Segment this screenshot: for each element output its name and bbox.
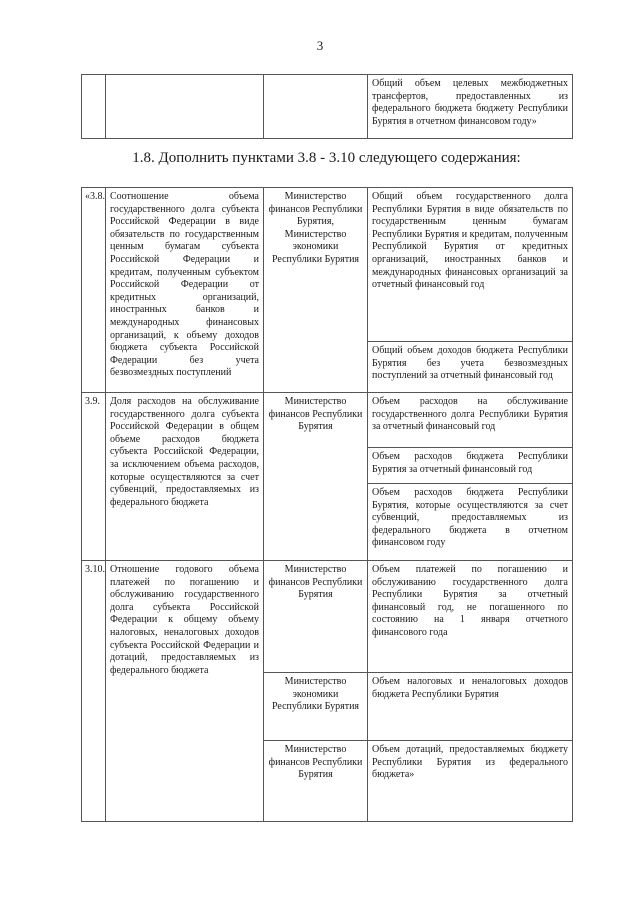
source-data-item: Объем расходов бюджета Республики Бурятия, которые осуществляются за счет субвенций, предоставляемых из федерального бюджета в отчетном финансовом году <box>368 484 573 561</box>
responsible-ministry: Министерство экономики Республики Бурятия <box>264 673 368 741</box>
table-row <box>82 393 573 448</box>
responsible-ministry: Министерство финансов Республики Бурятия, Министерство экономики Республики Бурятия <box>264 188 368 393</box>
cell-indicator <box>106 75 264 139</box>
source-data-item: Объем расходов на обслуживание государственного долга Республики Бурятия за отчетный финансовый год <box>368 393 573 448</box>
responsible-ministry: Министерство финансов Республики Бурятия <box>264 561 368 673</box>
continued-table <box>81 74 573 139</box>
table-row <box>82 75 573 139</box>
table-row <box>82 188 573 342</box>
section-heading: 1.8. Дополнить пунктами 3.8 - 3.10 следующего содержания: <box>132 150 521 166</box>
source-data-item: Общий объем государственного долга Республики Бурятия в виде обязательств по государственным ценным бумагам Республики Бурятия и кредитам, полученным Республикой Бурятия от кредитных организаций, иностранных банков и международных финансовых организаций за отчетный финансовый год <box>368 188 573 342</box>
row-number: 3.9. <box>82 393 106 561</box>
cell-number <box>82 75 106 139</box>
indicator-name: Соотношение объема государственного долга субъекта Российской Федерации в виде обязательств по государственным ценным бумагам субъекта Российской Федерации и кредитам, полученным субъектом Российской Федерации от кредитных организаций, иностранных банков и международных финансовых организаций, к объему доходов бюджета субъекта Российской Федерации без учета безвозмездных поступлений <box>106 188 264 393</box>
indicator-name: Отношение годового объема платежей по погашению и обслуживанию государственного долга субъекта Российской Федерации к общему объему налоговых, неналоговых доходов субъекта Российской Федерации и дотаций, предоставляемых из федерального бюджета <box>106 561 264 822</box>
source-data-item: Объем расходов бюджета Республики Бурятия за отчетный финансовый год <box>368 448 573 484</box>
row-number: «3.8. <box>82 188 106 393</box>
source-data-item: Объем налоговых и неналоговых доходов бюджета Республики Бурятия <box>368 673 573 741</box>
responsible-ministry: Министерство финансов Республики Бурятия <box>264 393 368 561</box>
cell-source-data: Общий объем целевых межбюджетных трансфертов, предоставленных из федерального бюджета бюджету Республики Бурятия в отчетном финансовом году» <box>368 75 573 139</box>
cell-ministry <box>264 75 368 139</box>
source-data-item: Общий объем доходов бюджета Республики Бурятия без учета безвозмездных поступлений за отчетный финансовый год <box>368 342 573 393</box>
page-number: 3 <box>316 38 324 53</box>
indicator-name: Доля расходов на обслуживание государственного долга субъекта Российской Федерации в общем объеме расходов бюджета субъекта Российской Федерации, за исключением объема расходов, которые осуществляются за счет субвенций, предоставляемых из федерального бюджета <box>106 393 264 561</box>
source-data-item: Объем дотаций, предоставляемых бюджету Республики Бурятия из федерального бюджета» <box>368 741 573 822</box>
table-row <box>82 561 573 673</box>
row-number: 3.10. <box>82 561 106 822</box>
indicators-table <box>81 187 573 822</box>
source-data-item: Объем платежей по погашению и обслуживанию государственного долга Республики Бурятия за отчетный финансовый год, не погашенного по состоянию на 1 января отчетного финансового года <box>368 561 573 673</box>
responsible-ministry: Министерство финансов Республики Бурятия <box>264 741 368 822</box>
